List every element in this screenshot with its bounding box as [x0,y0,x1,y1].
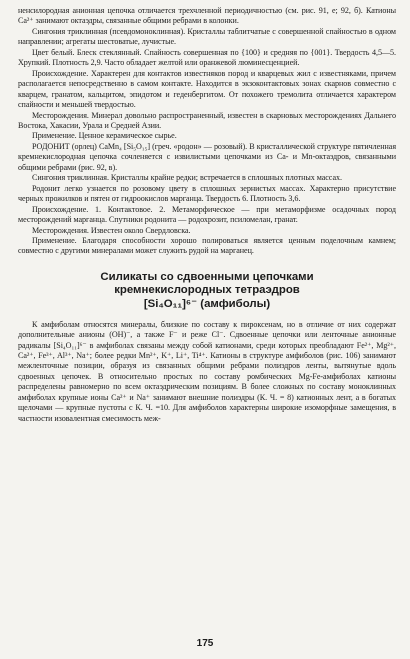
mineral-paragraph: Сингония триклинная (псевдомоноклинная). Кристаллы таблитчатые с совершенной спайностью в одном направлении; агрегаты шестоватые, лучистые. [18,26,396,47]
mineral-paragraph: Родонит легко узнается по розовому цвету в сплошных зернистых массах. Характерно присутствие черных прожилков и пятен от гидроокислов марганца. Твердость 6. Плотность 3,6. [18,183,396,204]
mineral-descriptions [18,6,396,257]
mineral-paragraph: ненсилородная анионная цепочка отличается трехчленной периодичностью (см. рис. 91, е; 92, б). Катионы Ca²⁺ занимают октаэдры, связанные общими ребрами в колонки. [18,6,396,26]
page-number: 175 [196,638,214,649]
section-heading [18,271,396,312]
section-heading-line-1: Силикаты со сдвоенными цепочками [100,270,314,283]
mineral-paragraph: Сингония триклинная. Кристаллы крайне редки; встречается в сплошных плотных массах. [32,173,342,183]
mineral-paragraph: Месторождения. Известен около Свердловска. [32,225,191,235]
mineral-paragraph: РОДОНИТ (орлец) CaMn₄ [Si₅O₁₅] (греч. «родон» — розовый). В кристаллической структуре пятичленная кремнекислородная цепочка сочленяется с извилистыми цепочками из Ca- и Mn-октаэдров, связанными общими ребрами (рис. 92, в). [18,141,396,172]
mineral-paragraph: Применение. Благодаря способности хорошо полироваться является ценным поделочным камнем; совместно с другими минералами может служить рудой на марганец. [18,235,396,256]
amphibole-paragraph: К амфиболам относятся минералы, близкие по составу к пироксенам, но в отличие от них содержат дополнительные анионы (OH)⁻, а также F⁻ и реже Cl⁻. Сдвоенные цепочки или ленточные анионные радикалы [Si₄O₁₁]⁶⁻ в амфиболах связаны между собой катионами, среди которых преобладают Fe²⁺, Mg²⁺, Ca²⁺, Fe³⁺, Al³⁺, Na⁺; более редки Mn²⁺, K⁺, Li⁺, Ti⁴⁺. Катионы в структуре амфиболов (рис. 106) занимают межленточные позиции, образуя из связанных общими ребрами полиэдров ленты, вытянутые вдоль сдвоенных цепочек. В относительно простых по составу ромбических Mg-Fe-амфиболах катионы распределены равномерно по всем октаэдрическим позициям. В более сложных по составу моноклинных амфиболах крупные ионы Ca²⁺ и Na⁺ занимают внешние полиэдры (К. Ч. = 8) катионных лент, а в богатых щелочами — крупные пустоты с К. Ч. =10. Для амфиболов характерны широкие изоморфные замещения, в частности изовалентная смесимость меж- [18,319,396,423]
section-heading-line-3: [Si₄O₁₁]⁶⁻ (амфиболы) [143,298,271,311]
mineral-paragraph: Месторождения. Минерал довольно распространенный, известен в скарновых месторождениях Дальнего Востока, Хакасии, Урала и Средней Азии. [18,110,396,130]
mineral-paragraph: Происхождение. Характерен для контактов известняков пород и кварцевых жил с известняками, причем располагается непосредственно в самом контакте. Находится в экзоконтактовых зонах скарнов совместно с кварцем, гранатом, кальцитом, эпидотом и геденбергитом. От похожего тремолита отличается характером спайности и меньшей твердостью. [18,68,396,110]
mineral-paragraph: Происхождение. 1. Контактовое. 2. Метаморфическое — при метаморфизме осадочных пород месторождений марганца. Спутники родонита — родохрозит, псиломелан, гранат. [18,204,396,225]
amphibole-introduction [18,320,396,425]
mineral-paragraph: Цвет белый. Блеск стеклянный. Спайность совершенная по {100} и средняя по {001}. Твердость 4,5—5. Хрупкий. Плотность 2,9. Часто обладает желтой или оранжевой люминесценцией. [18,47,396,68]
section-heading-line-2: кремнекислородных тетраэдров [114,284,300,297]
mineral-paragraph: Применение. Ценное керамическое сырье. [32,131,177,141]
